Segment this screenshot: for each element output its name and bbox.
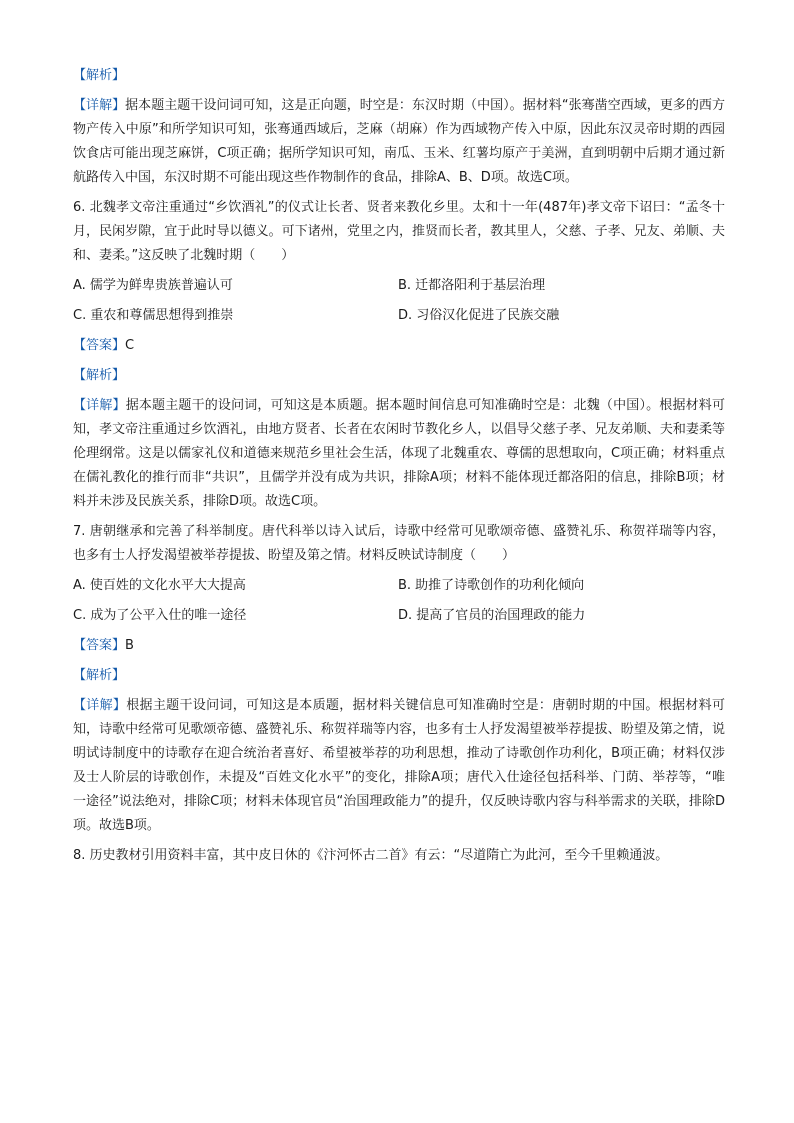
detail-label: 【详解】	[73, 98, 126, 113]
analysis-label: 【解析】	[73, 368, 126, 383]
option-c: C. 重农和尊儒思想得到推崇	[73, 308, 234, 323]
analysis-label: 【解析】	[73, 668, 126, 683]
detail-text: 根据主题干设问词，可知这是本质题，据材料关键信息可知准确时空是：唐朝时期的中国。根据材料可知，诗歌中经常可见歌颂帝德、盛赞礼乐、称贺祥瑞等内容，也多有士人抒发渴望被举荐提拔、盼望及第之情，说明试诗制度中的诗歌存在迎合统治者喜好、希望被举荐的功利思想，推动了诗歌创作功利化，B项正确；材料仅涉及士人阶层的诗歌创作，未提及“百姓文化水平”的变化，排除A项；唐代入仕途径包括科举、门荫、举荐等，“唯一途径”说法绝对，排除C项；材料未体现官员“治国理政能力”的提升，仅反映诗歌内容与科举需求的关联，排除D项。故选B项。	[73, 698, 725, 833]
answer-value: C	[125, 338, 135, 353]
question-7-options-row-1	[73, 574, 725, 598]
answer-line	[73, 634, 725, 658]
analysis-label: 【解析】	[73, 68, 126, 83]
question-6-options-row-2	[73, 304, 725, 328]
answer-line	[73, 334, 725, 358]
detail-paragraph	[73, 394, 725, 514]
option-c: C. 成为了公平入仕的唯一途径	[73, 608, 247, 623]
question-8-stem: 8. 历史教材引用资料丰富，其中皮日休的《汴河怀古二首》有云：“尽道隋亡为此河，至今千里赖通波。	[73, 848, 669, 863]
detail-label: 【详解】	[73, 398, 126, 413]
option-d: D. 提高了官员的治国理政的能力	[398, 608, 586, 623]
detail-paragraph	[73, 694, 725, 838]
question-6-stem: 6. 北魏孝文帝注重通过“乡饮酒礼”的仪式让长者、贤者来教化乡里。太和十一年(487年)孝文帝下诏曰：“孟冬十月，民闲岁隙，宜于此时导以德义。可下诸州，党里之内，推贤而长者，教其里人，父慈、子孝、兄友、弟顺、夫和、妻柔。”这反映了北魏时期（ ）	[73, 200, 725, 263]
question-7-stem: 7. 唐朝继承和完善了科举制度。唐代科举以诗入试后，诗歌中经常可见歌颂帝德、盛赞礼乐、称贺祥瑞等内容，也多有士人抒发渴望被举荐提拔、盼望及第之情。材料反映试诗制度（ ）	[73, 524, 725, 563]
detail-label: 【详解】	[73, 698, 127, 713]
option-b: B. 迁都洛阳利于基层治理	[398, 278, 546, 293]
option-b: B. 助推了诗歌创作的功利化倾向	[398, 578, 585, 593]
document-content	[73, 64, 725, 874]
answer-label: 【答案】	[73, 338, 126, 353]
detail-paragraph	[73, 94, 725, 190]
answer-label: 【答案】	[73, 638, 126, 653]
option-a: A. 使百姓的文化水平大大提高	[73, 578, 246, 593]
question-7-options-row-2	[73, 604, 725, 628]
detail-text: 据本题主题干设问词可知，这是正向题，时空是：东汉时期（中国）。据材料“张骞凿空西域，更多的西方物产传入中原”和所学知识可知，张骞通西域后，芝麻（胡麻）作为西域物产传入中原，因此东汉灵帝时期的西园饮食店可能出现芝麻饼，C项正确；据所学知识可知，南瓜、玉米、红薯均原产于美洲，直到明朝中后期才通过新航路传入中国，东汉时期不可能出现这些作物制作的食品，排除A、B、D项。故选C项。	[73, 98, 725, 185]
question-6-options-row-1	[73, 274, 725, 298]
detail-text: 据本题主题干的设问词，可知这是本质题。据本题时间信息可知准确时空是：北魏（中国）。根据材料可知，孝文帝注重通过乡饮酒礼，由地方贤者、长者在农闲时节教化乡人，以倡导父慈子孝、兄友弟顺、夫和妻柔等伦理纲常。这是以儒家礼仪和道德来规范乡里社会生活，体现了北魏重农、尊儒的思想取向，C项正确；材料重点在儒礼教化的推行而非“共识”，且儒学并没有成为共识，排除A项；材料不能体现迁都洛阳的信息，排除B项；材料并未涉及民族关系，排除D项。故选C项。	[73, 398, 725, 509]
analysis-heading	[73, 364, 725, 388]
option-d: D. 习俗汉化促进了民族交融	[398, 308, 560, 323]
analysis-heading	[73, 64, 725, 88]
option-a: A. 儒学为鲜卑贵族普遍认可	[73, 278, 233, 293]
answer-value: B	[125, 638, 134, 653]
analysis-heading	[73, 664, 725, 688]
